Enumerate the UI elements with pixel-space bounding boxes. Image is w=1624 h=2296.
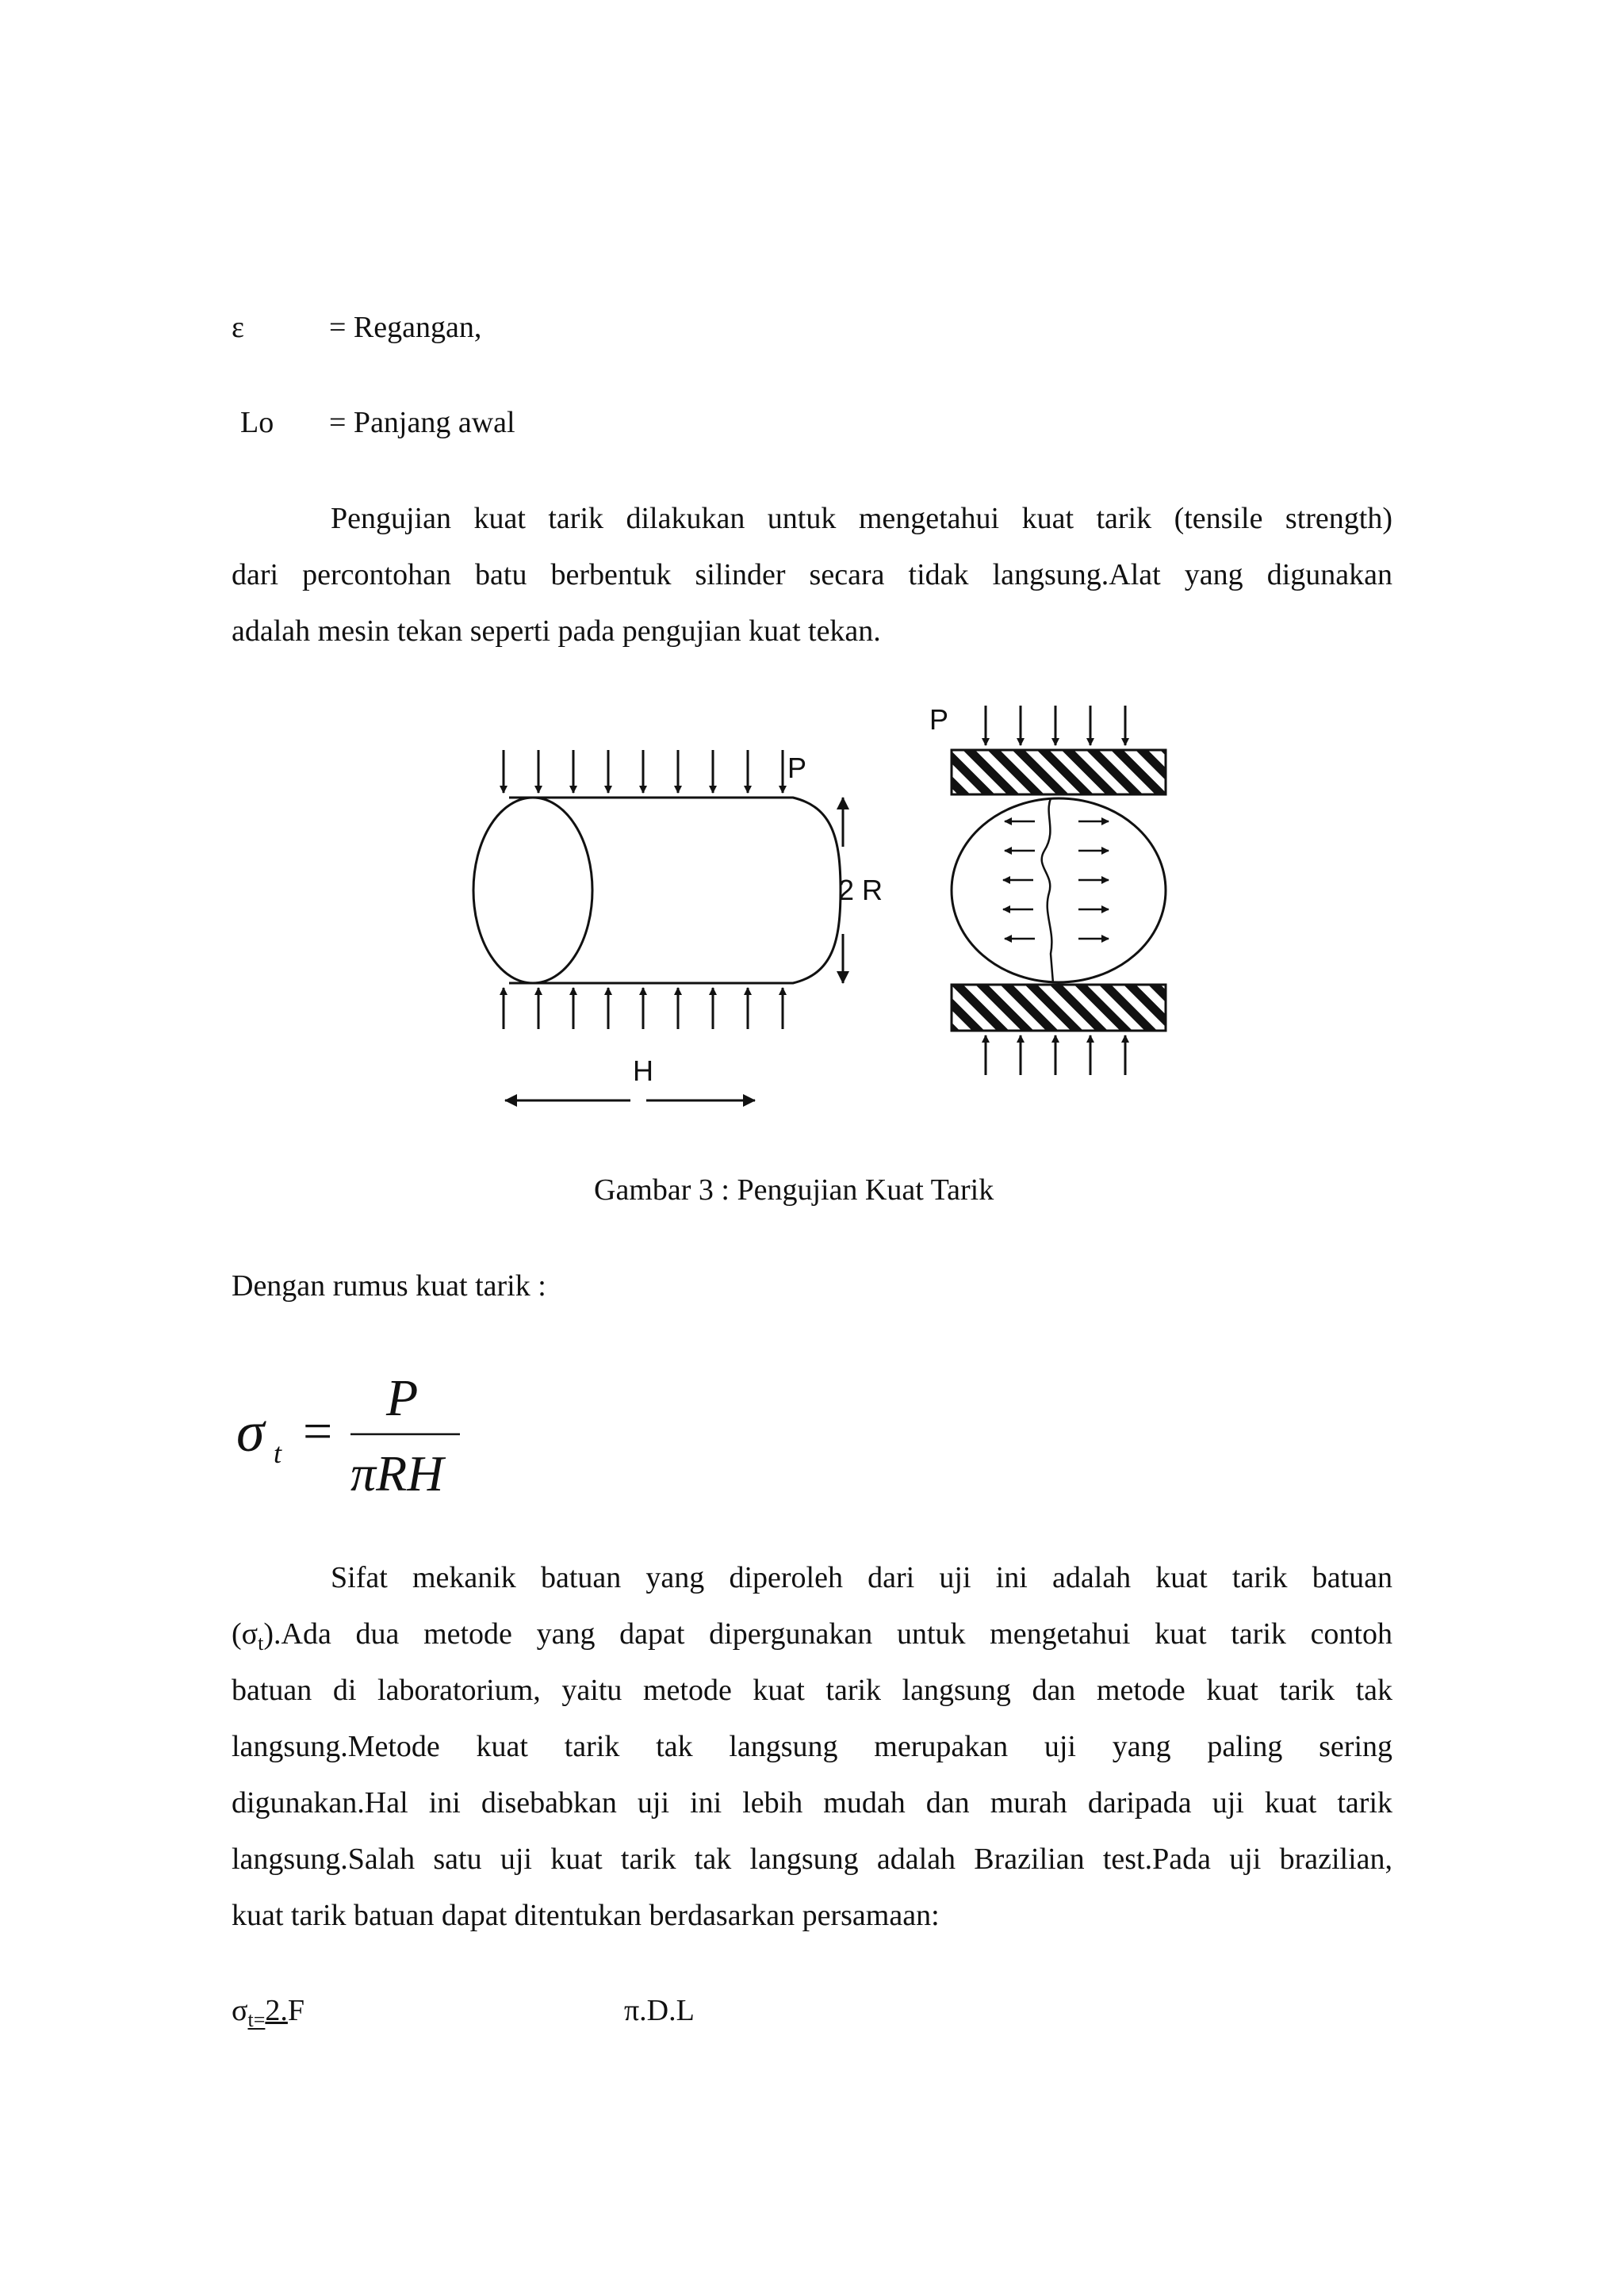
paragraph-line: Sifat mekanik batuan yang diperoleh dari uji ini adalah kuat tarik batuan [331, 1561, 1392, 1594]
formula-equals: = [303, 1402, 333, 1460]
formula-sigma-subscript: t [274, 1437, 282, 1469]
brazilian-formula [232, 1995, 304, 2036]
tensile-test-diagram [440, 696, 1185, 1124]
bottom-platen [952, 985, 1166, 1031]
label-length-h: H [633, 1054, 653, 1087]
definition-symbol-epsilon: ε [232, 311, 244, 344]
top-platen [952, 750, 1166, 794]
tensile-strength-formula [230, 1357, 484, 1508]
paragraph-brazilian [232, 1550, 1392, 1944]
paragraph-line: adalah mesin tekan seperti pada pengujian kuat tekan. [232, 614, 881, 648]
paragraph-line: Pengujian kuat tarik dilakukan untuk mengetahui kuat tarik (tensile strength) [331, 502, 1392, 535]
formula2-sigma-subscript: t= [247, 2008, 266, 2031]
label-load-p-left: P [787, 752, 807, 784]
figure-caption: Gambar 3 : Pengujian Kuat Tarik [594, 1173, 994, 1207]
definition-text-regangan: = Regangan, [329, 311, 482, 344]
disc-specimen [952, 798, 1166, 982]
paragraph-intro [232, 491, 1392, 660]
definition-text-panjang-awal: = Panjang awal [329, 406, 515, 439]
bottom-load-arrows [504, 988, 783, 1029]
formula-denominator: πRH [350, 1445, 444, 1502]
top-load-arrows [504, 750, 783, 793]
formula2-sigma: σ [232, 1994, 248, 2027]
paragraph-line-rest: ).Ada dua metode yang dapat dipergunakan untuk mengetahui kuat tarik contoh [263, 1617, 1392, 1651]
formula2-denominator: π.D.L [624, 1994, 695, 2027]
sigma-subscript: t [258, 1632, 264, 1655]
paragraph-line: digunakan.Hal ini disebabkan uji ini lebih mudah dan murah daripada uji kuat tarik [232, 1786, 1392, 1820]
formula-sigma: σ [236, 1400, 265, 1464]
bottom-platen-arrows [986, 1035, 1125, 1075]
label-load-p-right: P [929, 703, 949, 736]
definition-symbol-lo: Lo [240, 406, 274, 439]
sigma-text: (σ [232, 1617, 259, 1651]
label-diameter-2r: 2 R [838, 874, 883, 906]
cylinder-specimen [473, 798, 841, 983]
top-platen-arrows [986, 706, 1125, 745]
paragraph-line: langsung.Metode kuat tarik tak langsung merupakan uji yang paling sering [232, 1730, 1392, 1763]
formula-intro: Dengan rumus kuat tarik : [232, 1269, 546, 1303]
formula2-numerator-number: 2. [265, 1994, 288, 2027]
paragraph-line: langsung.Salah satu uji kuat tarik tak langsung adalah Brazilian test.Pada uji brazilian, [232, 1843, 1392, 1876]
paragraph-line: kuat tarik batuan dapat ditentukan berdasarkan persamaan: [232, 1899, 940, 1932]
paragraph-line: batuan di laboratorium, yaitu metode kuat tarik langsung dan metode kuat tarik tak [232, 1674, 1392, 1707]
paragraph-line: dari percontohan batu berbentuk silinder secara tidak langsung.Alat yang digunakan [232, 558, 1392, 591]
formula-numerator: P [386, 1369, 419, 1427]
paragraph-line [232, 1606, 1392, 1663]
formula2-numerator-variable: F [287, 1994, 305, 2027]
